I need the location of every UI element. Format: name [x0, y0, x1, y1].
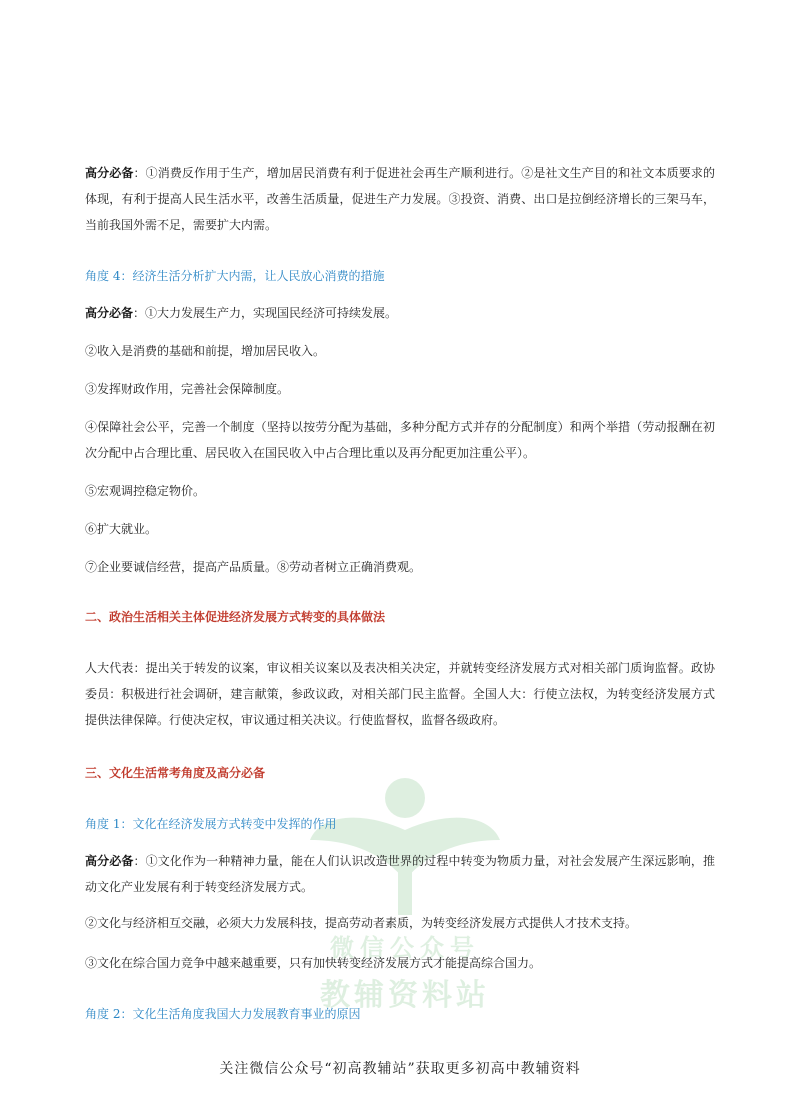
watermark-line2: 教辅资料站	[320, 978, 490, 1013]
paragraph-culture-role	[85, 848, 715, 900]
list-item-7: ⑦企业要诚信经营，提高产品质量。⑧劳动者树立正确消费观。	[85, 560, 422, 574]
paragraph-text: ：①消费反作用于生产，增加居民消费有利于促进社会再生产顺利进行。②是社文生产目的和社文本质要求的体现，有利于提高人民生活水平，改善生活质量，促进生产力发展。③投资、消费、出口是拉倒经济增长的三架马车，当前我国外需不足，需要扩大内需。	[85, 166, 715, 232]
paragraph-measures-1	[85, 300, 715, 326]
list-item-2: ②收入是消费的基础和前提，增加居民收入。	[85, 344, 326, 358]
paragraph-text: ：①文化作为一种精神力量，能在人们认识改造世界的过程中转变为物质力量，对社会发展产生深远影响，推动文化产业发展有利于转变经济发展方式。	[85, 854, 715, 894]
label-high-score: 高分必备	[85, 166, 134, 180]
watermark-line1: 微信公众号	[330, 934, 480, 962]
label-high-score: 高分必备	[85, 306, 134, 320]
list-item-4: ④保障社会公平，完善一个制度（坚持以按劳分配为基础，多种分配方式并存的分配制度）和两个举措（劳动报酬在初次分配中占合理比重、居民收入在国民收入中占合理比重以及再分配更加注重公平）。	[85, 420, 715, 460]
list-item-3: ③发挥财政作用，完善社会保障制度。	[85, 382, 290, 396]
list-item-culture-2: ②文化与经济相互交融，必须大力发展科技，提高劳动者素质，为转变经济发展方式提供人才技术支持。	[85, 916, 638, 930]
paragraph-consumption-role	[85, 160, 715, 238]
list-item-6: ⑥扩大就业。	[85, 522, 158, 536]
heading-angle-4: 角度 4：经济生活分析扩大内需，让人民放心消费的措施	[85, 269, 385, 283]
page-footer: 关注微信公众号“初高教辅站”获取更多初高中教辅资料	[219, 1061, 581, 1077]
list-item-culture-3: ③文化在综合国力竞争中越来越重要，只有加快转变经济发展方式才能提高综合国力。	[85, 956, 542, 970]
section-2-heading: 二、政治生活相关主体促进经济发展方式转变的具体做法	[85, 610, 386, 624]
paragraph-text: ：①大力发展生产力，实现国民经济可持续发展。	[133, 306, 398, 320]
watermark-logo	[290, 770, 520, 1030]
section-2-paragraph: 人大代表：提出关于转发的议案，审议相关议案以及表决相关决定，并就转变经济发展方式对相关部门质询监督。政协委员：积极进行社会调研，建言献策，参政议政，对相关部门民主监督。全国人大：行使立法权，为转变经济发展方式提供法律保障。行使决定权，审议通过相关决议。行使监督权，监督各级政府。	[85, 661, 715, 727]
heading-angle-1: 角度 1：文化在经济发展方式转变中发挥的作用	[85, 817, 337, 831]
label-high-score: 高分必备	[85, 854, 134, 868]
list-item-5: ⑤宏观调控稳定物价。	[85, 484, 206, 498]
heading-angle-2: 角度 2：文化生活角度我国大力发展教育事业的原因	[85, 1007, 361, 1021]
section-3-heading: 三、文化生活常考角度及高分必备	[85, 766, 266, 780]
